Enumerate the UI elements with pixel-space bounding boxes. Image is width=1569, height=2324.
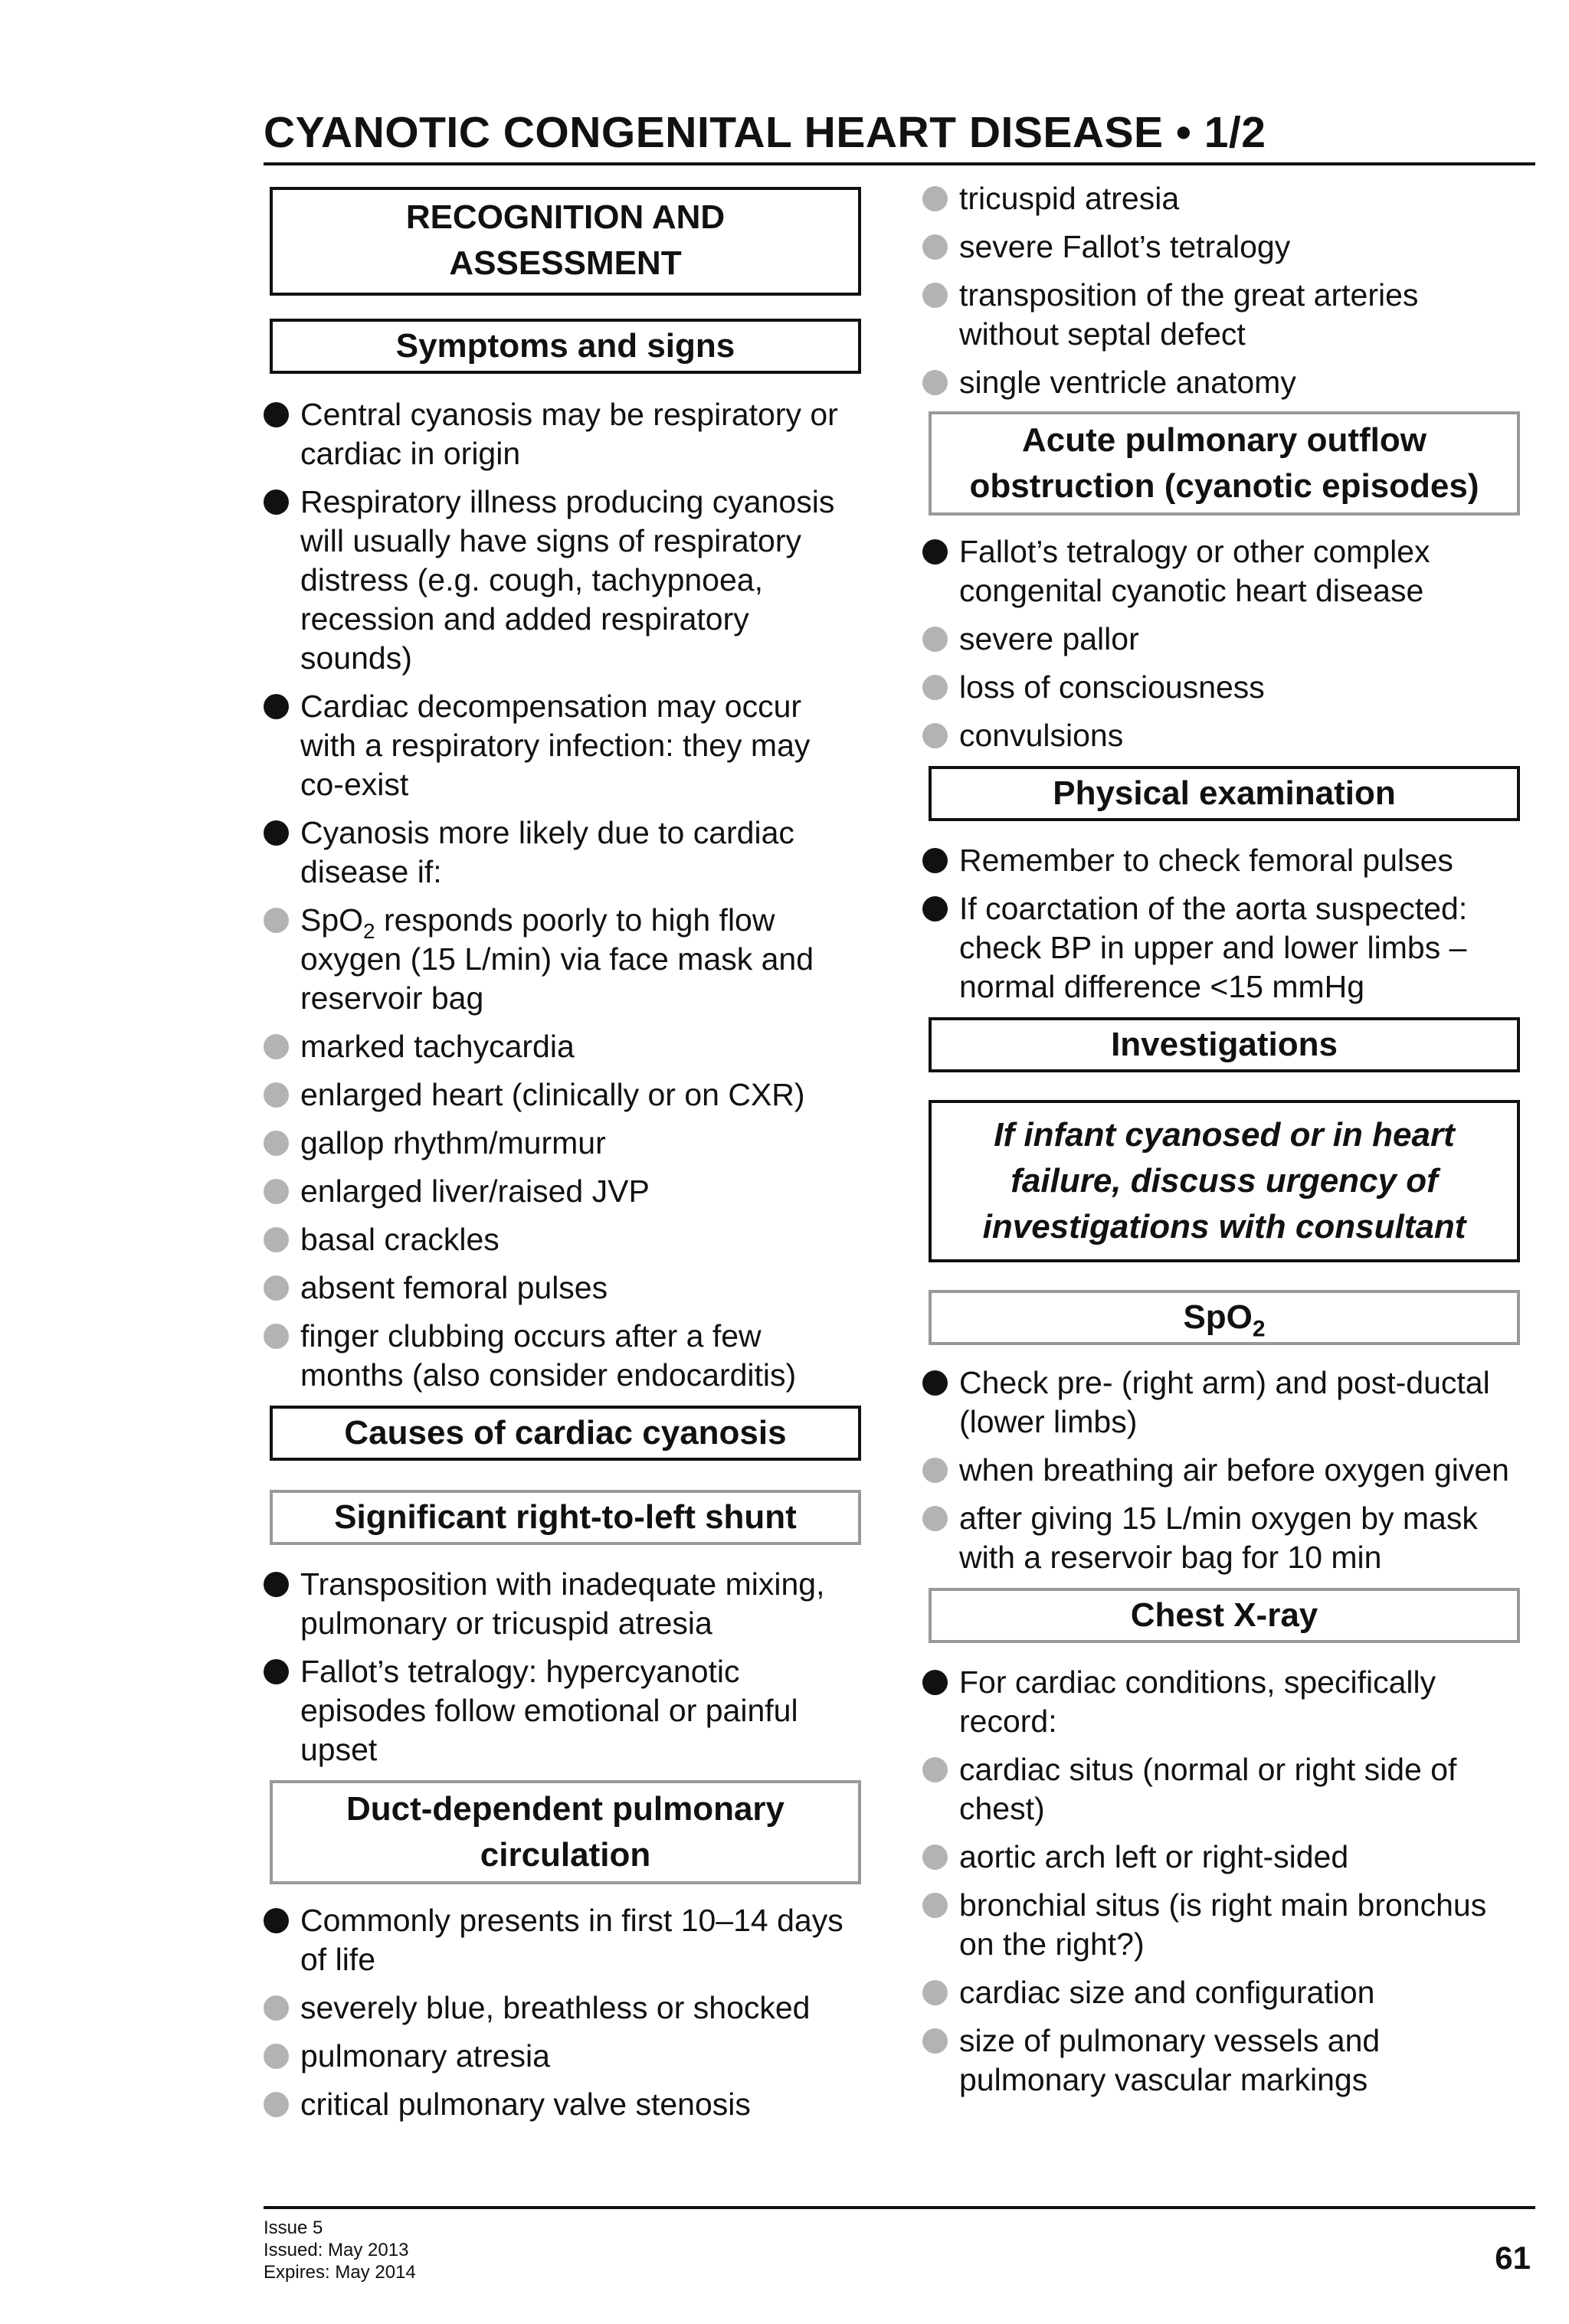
list-item-text: Cyanosis more likely due to cardiac disease if: xyxy=(300,815,794,889)
chest-xray-list xyxy=(922,1663,1520,2100)
list-item-text: Central cyanosis may be respiratory or cardiac in origin xyxy=(300,397,838,471)
shunt-list xyxy=(264,1565,861,1769)
gray-bullet-icon xyxy=(922,1458,948,1483)
gray-bullet-icon xyxy=(922,370,948,395)
list-item xyxy=(922,1973,1520,2012)
list-item xyxy=(922,1663,1520,1741)
physical-heading: Physical examination xyxy=(929,766,1520,821)
gray-bullet-icon xyxy=(922,1893,948,1918)
gray-bullet-icon xyxy=(264,1179,289,1204)
acute-list xyxy=(922,532,1520,755)
gray-bullet-icon xyxy=(922,1980,948,2005)
gray-bullet-icon xyxy=(264,2092,289,2117)
list-item xyxy=(264,1268,861,1308)
list-item xyxy=(922,1750,1520,1828)
list-item-text: Commonly presents in first 10–14 days of life xyxy=(300,1903,843,1977)
recognition-heading-line1: RECOGNITION AND xyxy=(405,198,726,236)
black-bullet-icon xyxy=(922,1370,948,1396)
list-item-text: finger clubbing occurs after a few months (also consider endocarditis) xyxy=(300,1318,797,1393)
list-item-text: severe pallor xyxy=(959,621,1139,656)
list-item xyxy=(264,1901,861,1979)
list-item-text: Fallot’s tetralogy: hypercyanotic episodes follow emotional or painful upset xyxy=(300,1654,798,1767)
list-item-text: Check pre- (right arm) and post-ductal (lower limbs) xyxy=(959,1365,1490,1439)
gray-bullet-icon xyxy=(264,1082,289,1108)
page-number: 61 xyxy=(1495,2240,1531,2276)
list-item xyxy=(264,1565,861,1643)
list-item xyxy=(922,532,1520,610)
list-item-text: severe Fallot’s tetralogy xyxy=(959,229,1291,264)
list-item xyxy=(922,227,1520,267)
list-item-text: transposition of the great arteries without septal defect xyxy=(959,277,1419,352)
gray-bullet-icon xyxy=(922,1757,948,1782)
list-item xyxy=(264,1124,861,1163)
list-item xyxy=(264,2085,861,2124)
list-item xyxy=(922,889,1520,1007)
list-item-text: absent femoral pulses xyxy=(300,1270,608,1305)
gray-bullet-icon xyxy=(922,283,948,308)
symptoms-list xyxy=(264,395,861,1395)
gray-bullet-icon xyxy=(922,675,948,700)
gray-bullet-icon xyxy=(922,186,948,211)
infant-warning-line2: failure, discuss urgency of xyxy=(1011,1162,1438,1200)
spo2-subscript: 2 xyxy=(363,918,375,943)
acute-heading-line1: Acute pulmonary outflow xyxy=(1022,421,1427,459)
title-rule xyxy=(264,162,1535,165)
list-item-text: critical pulmonary valve stenosis xyxy=(300,2087,751,2122)
gray-bullet-icon xyxy=(264,1227,289,1252)
gray-bullet-icon xyxy=(264,1995,289,2021)
gray-bullet-icon xyxy=(922,627,948,652)
physical-list xyxy=(922,841,1520,1007)
list-item-text: gallop rhythm/murmur xyxy=(300,1125,606,1160)
black-bullet-icon xyxy=(264,489,289,515)
black-bullet-icon xyxy=(922,1670,948,1695)
list-item-text: loss of consciousness xyxy=(959,669,1265,705)
list-item xyxy=(264,2037,861,2076)
list-item xyxy=(264,1075,861,1115)
list-item-text: For cardiac conditions, specifically record: xyxy=(959,1664,1436,1739)
duct-heading xyxy=(270,1780,861,1884)
footer-expires: Expires: May 2014 xyxy=(264,2262,416,2283)
black-bullet-icon xyxy=(922,848,948,873)
list-item xyxy=(922,1886,1520,1964)
acute-heading xyxy=(929,411,1520,516)
spo2-heading xyxy=(929,1290,1520,1345)
list-item-text: basal crackles xyxy=(300,1222,500,1257)
footer-issued: Issued: May 2013 xyxy=(264,2240,409,2260)
footer-rule xyxy=(264,2206,1535,2209)
list-item-text: cardiac situs (normal or right side of chest) xyxy=(959,1752,1457,1826)
list-item-text: marked tachycardia xyxy=(300,1029,575,1064)
black-bullet-icon xyxy=(264,1572,289,1597)
duct-heading-line1: Duct-dependent pulmonary xyxy=(346,1790,785,1828)
list-item xyxy=(264,813,861,892)
spo2-text: SpO xyxy=(300,902,364,938)
list-item-text: Fallot’s tetralogy or other complex congenital cyanotic heart disease xyxy=(959,534,1430,608)
black-bullet-icon xyxy=(264,694,289,719)
spo2-heading-subscript: 2 xyxy=(1252,1316,1266,1342)
list-item-text: aortic arch left or right-sided xyxy=(959,1839,1349,1874)
list-item xyxy=(922,620,1520,659)
list-item-text: Respiratory illness producing cyanosis will usually have signs of respiratory distress (e.g. cough, tachypnoea, recession and added respiratory sounds) xyxy=(300,484,835,676)
gray-bullet-icon xyxy=(922,1844,948,1870)
recognition-heading-line2: ASSESSMENT xyxy=(449,244,682,282)
list-item-text: enlarged heart (clinically or on CXR) xyxy=(300,1077,805,1112)
list-item-text: pulmonary atresia xyxy=(300,2038,550,2074)
shunt-heading: Significant right-to-left shunt xyxy=(270,1490,861,1545)
list-item-text: Transposition with inadequate mixing, pulmonary or tricuspid atresia xyxy=(300,1566,825,1641)
list-item xyxy=(922,1838,1520,1877)
list-item xyxy=(922,179,1520,218)
list-item xyxy=(264,1027,861,1066)
black-bullet-icon xyxy=(922,896,948,921)
infant-warning-line1: If infant cyanosed or in heart xyxy=(994,1116,1455,1154)
list-item xyxy=(264,1652,861,1769)
list-item-text: responds poorly to high flow oxygen (15 L/min) via face mask and reservoir bag xyxy=(300,902,814,1016)
gray-bullet-icon xyxy=(922,1506,948,1531)
top-list xyxy=(922,179,1520,402)
black-bullet-icon xyxy=(264,402,289,427)
list-item xyxy=(264,1220,861,1259)
infant-warning-line3: investigations with consultant xyxy=(982,1208,1466,1245)
chest-xray-heading: Chest X-ray xyxy=(929,1588,1520,1643)
gray-bullet-icon xyxy=(264,1324,289,1349)
left-column xyxy=(264,187,861,2133)
list-item xyxy=(922,1363,1520,1442)
list-item xyxy=(264,395,861,473)
black-bullet-icon xyxy=(264,1908,289,1933)
list-item-text: convulsions xyxy=(959,718,1124,753)
list-item xyxy=(922,1499,1520,1577)
footer-info xyxy=(264,2217,416,2283)
page-title: CYANOTIC CONGENITAL HEART DISEASE • 1/2 xyxy=(264,108,1266,157)
list-item-text: cardiac size and configuration xyxy=(959,1975,1375,2010)
right-column xyxy=(922,179,1520,2109)
list-item-text: size of pulmonary vessels and pulmonary vascular markings xyxy=(959,2023,1381,2097)
list-item xyxy=(922,716,1520,755)
causes-heading: Causes of cardiac cyanosis xyxy=(270,1406,861,1461)
black-bullet-icon xyxy=(264,820,289,846)
black-bullet-icon xyxy=(264,1659,289,1684)
gray-bullet-icon xyxy=(264,2044,289,2069)
gray-bullet-icon xyxy=(922,2028,948,2054)
gray-bullet-icon xyxy=(922,723,948,748)
gray-bullet-icon xyxy=(264,1275,289,1301)
footer-issue: Issue 5 xyxy=(264,2218,323,2238)
duct-list xyxy=(264,1901,861,2124)
list-item-text: tricuspid atresia xyxy=(959,181,1180,216)
symptoms-heading: Symptoms and signs xyxy=(270,319,861,374)
list-item xyxy=(264,483,861,678)
list-item xyxy=(922,276,1520,354)
list-item xyxy=(264,687,861,804)
list-item xyxy=(264,1317,861,1395)
list-item-text: enlarged liver/raised JVP xyxy=(300,1173,650,1209)
gray-bullet-icon xyxy=(264,908,289,933)
list-item xyxy=(264,901,861,1018)
list-item-text: bronchial situs (is right main bronchus on the right?) xyxy=(959,1887,1487,1962)
gray-bullet-icon xyxy=(922,234,948,260)
infant-warning-box xyxy=(929,1100,1520,1262)
list-item-text: Remember to check femoral pulses xyxy=(959,843,1453,878)
list-item xyxy=(264,1172,861,1211)
gray-bullet-icon xyxy=(264,1131,289,1156)
spo2-list xyxy=(922,1363,1520,1577)
list-item xyxy=(922,363,1520,402)
list-item-text: when breathing air before oxygen given xyxy=(959,1452,1509,1488)
black-bullet-icon xyxy=(922,539,948,565)
list-item-text: severely blue, breathless or shocked xyxy=(300,1990,811,2025)
list-item-text: after giving 15 L/min oxygen by mask with a reservoir bag for 10 min xyxy=(959,1501,1478,1575)
list-item xyxy=(922,2021,1520,2100)
duct-heading-line2: circulation xyxy=(480,1836,651,1874)
list-item xyxy=(922,668,1520,707)
investigations-heading: Investigations xyxy=(929,1017,1520,1072)
recognition-heading xyxy=(270,187,861,296)
gray-bullet-icon xyxy=(264,1034,289,1059)
list-item xyxy=(264,1988,861,2028)
list-item xyxy=(922,841,1520,880)
list-item-text: If coarctation of the aorta suspected: check BP in upper and lower limbs – normal difference <15 mmHg xyxy=(959,891,1468,1004)
list-item xyxy=(922,1451,1520,1490)
spo2-heading-text: SpO xyxy=(1183,1298,1253,1336)
list-item-text: Cardiac decompensation may occur with a respiratory infection: they may co-exist xyxy=(300,689,811,802)
acute-heading-line2: obstruction (cyanotic episodes) xyxy=(969,467,1479,505)
list-item-text: single ventricle anatomy xyxy=(959,365,1296,400)
